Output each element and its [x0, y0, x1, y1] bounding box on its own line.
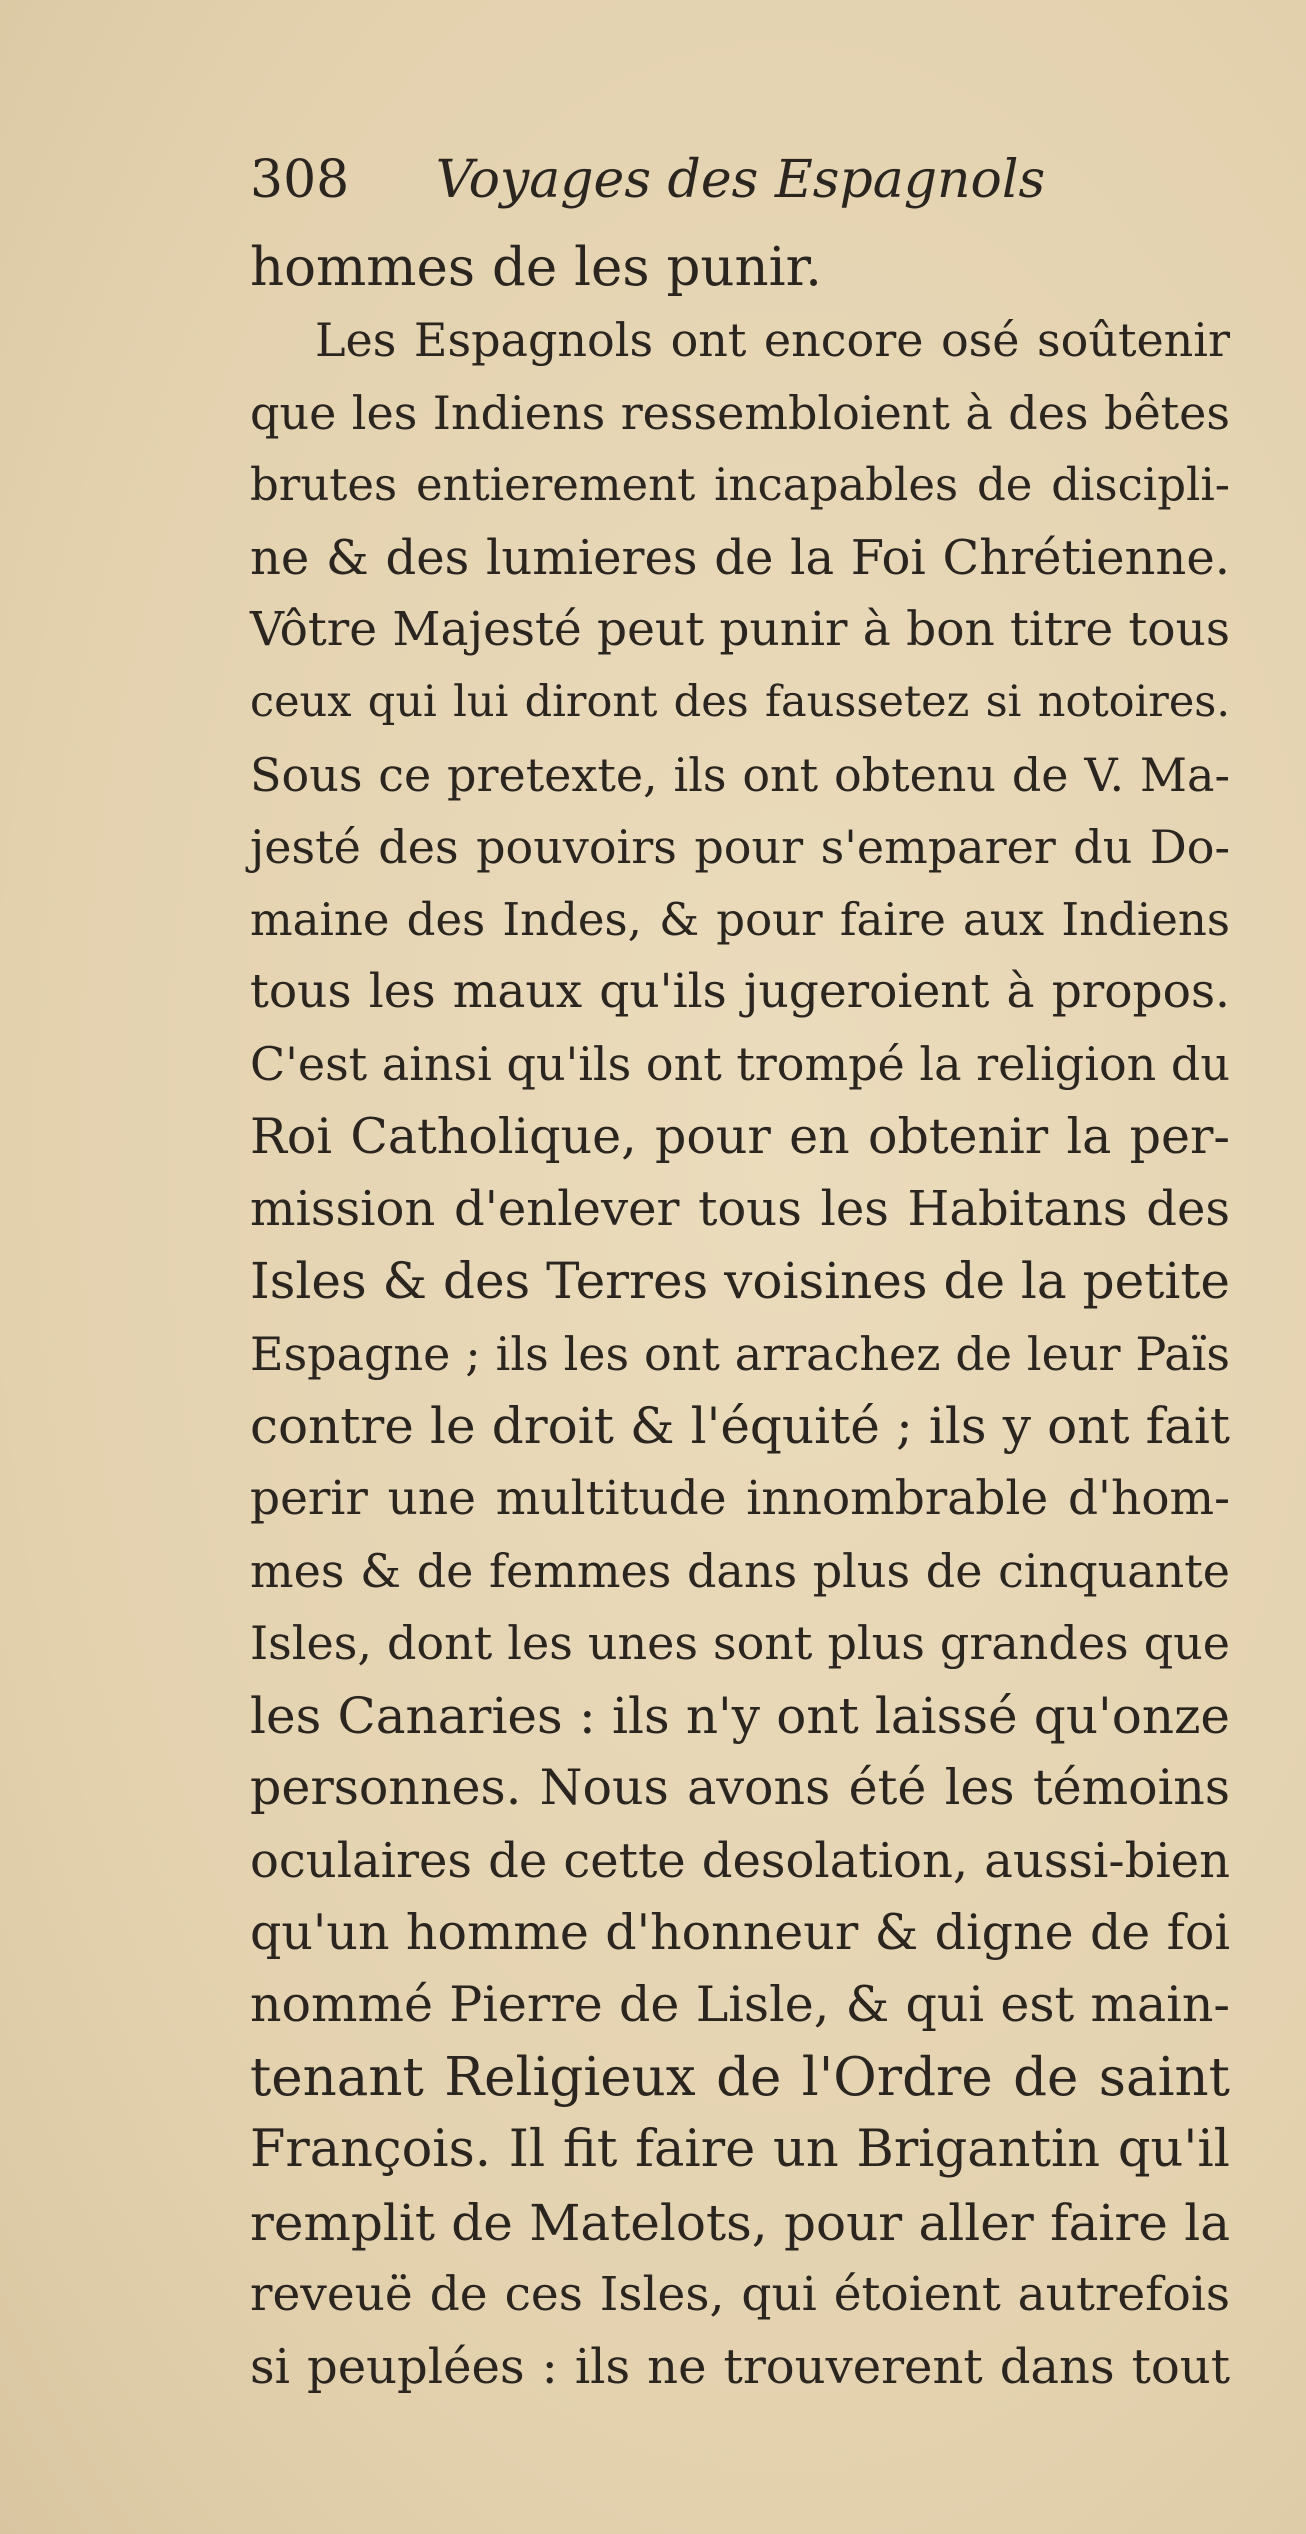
text-line: oculaires de cette desolation, aussi-bien: [250, 1832, 1230, 1889]
text-line: ceux qui lui diront des faussetez si notoires.: [250, 677, 1230, 728]
text-line: François. Il fit faire un Brigantin qu'il: [250, 2120, 1230, 2180]
text-line: hommes de les punir.: [250, 237, 822, 298]
text-line: les Canaries : ils n'y ont laissé qu'onze: [250, 1686, 1230, 1745]
running-header: [250, 150, 1045, 210]
text-line: Sous ce pretexte, ils ont obtenu de V. Ma-: [250, 747, 1230, 802]
text-line: personnes. Nous avons été les témoins: [250, 1759, 1230, 1817]
text-line: brutes entierement incapables de discipli-: [250, 458, 1230, 512]
body-text: [250, 232, 1230, 2404]
text-line: contre le droit & l'équité ; ils y ont fait: [250, 1397, 1230, 1456]
text-line: qu'un homme d'honneur & digne de foi: [250, 1903, 1230, 1961]
text-line: mission d'enlever tous les Habitans des: [250, 1181, 1230, 1238]
text-line: nommé Pierre de Lisle, & qui est main-: [250, 1976, 1230, 2034]
text-line: Isles, dont les unes sont plus grandes que: [250, 1616, 1230, 1671]
running-title: Voyages des Espagnols: [435, 150, 1046, 210]
text-line: que les Indiens ressembloient à des bêtes: [250, 385, 1230, 440]
text-line: maine des Indes, & pour faire aux Indiens: [250, 892, 1230, 946]
text-line: mes & de femmes dans plus de cinquante: [250, 1544, 1230, 1599]
text-line: Les Espagnols ont encore osé soûtenir: [315, 313, 1230, 368]
text-line: jesté des pouvoirs pour s'emparer du Do-: [250, 820, 1230, 875]
text-line: ne & des lumieres de la Foi Chrétienne.: [250, 529, 1230, 586]
text-line: Roi Catholique, pour en obtenir la per-: [250, 1107, 1230, 1165]
text-line: Vôtre Majesté peut punir à bon titre tous: [250, 601, 1230, 657]
text-line: perir une multitude innombrable d'hom-: [250, 1470, 1230, 1526]
text-line: Isles & des Terres voisines de la petite: [250, 1252, 1230, 1311]
text-line: tenant Religieux de l'Ordre de saint: [250, 2046, 1230, 2108]
page-number: 308: [250, 150, 350, 210]
text-line: Espagne ; ils les ont arrachez de leur Païs: [250, 1326, 1230, 1381]
text-line: reveuë de ces Isles, qui étoient autrefois: [250, 2266, 1230, 2322]
text-line: si peuplées : ils ne trouverent dans tout: [250, 2339, 1230, 2396]
text-line: C'est ainsi qu'ils ont trompé la religion du: [250, 1037, 1230, 1092]
text-line: remplit de Matelots, pour aller faire la: [250, 2193, 1230, 2252]
text-line: tous les maux qu'ils jugeroient à propos.: [250, 963, 1230, 1019]
